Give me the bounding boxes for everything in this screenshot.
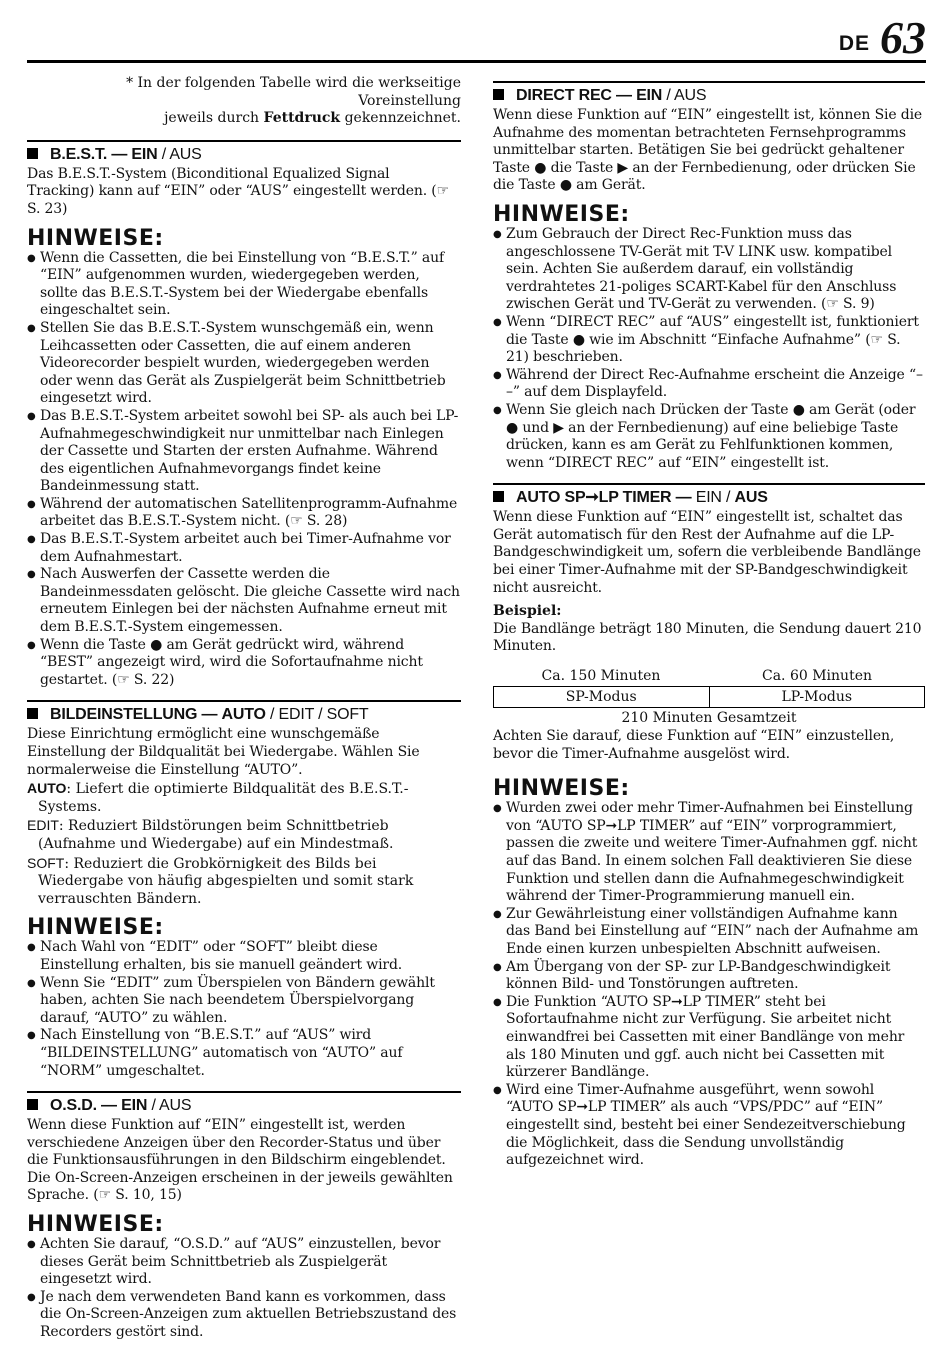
list-item: ● Wurden zwei oder mehr Timer-Aufnahmen bei Einstellung von “AUTO SP➞LP TIMER” auf “EIN” vorprogrammiert, passen die zweite und weitere Timer-Aufnahmen ggf. nicht auf das Band. In einem solchen Fall deaktivieren Sie diese Funktion und stellen dann die Aufnahmegeschwindigkeit während der Timer-Programmierung manuell ein. bbox=[493, 800, 925, 906]
section-best bbox=[27, 140, 461, 690]
list-item: ● Die Funktion “AUTO SP➞LP TIMER” steht bei Sofortaufnahme nicht zur Verfügung. Sie arbeitet nicht einwandfrei bei Cassetten mit einer Bandlänge von mehr als 180 Minuten und ggf. auch nicht bei Cassetten mit kürzerer Bandlänge. bbox=[493, 994, 925, 1082]
list-item: ● Während der automatischen Satellitenprogramm-Aufnahme arbeitet das B.E.S.T.-System nicht. (☞ S. 28) bbox=[27, 496, 461, 531]
square-bullet-icon bbox=[493, 89, 504, 100]
left-column bbox=[27, 75, 461, 1342]
section-title-direct-rec: DIRECT REC — EIN / AUS bbox=[493, 86, 925, 106]
list-item: ● Zum Gebrauch der Direct Rec-Funktion muss das angeschlossene TV-Gerät mit T-V LINK usw. kompatibel sein. Achten Sie außerdem darauf, ein vollständig verdrahtetes 21-poliges SCART-Kabel für den Anschluss zwischen Gerät und TV-Gerät zu verwenden. (☞ S. 9) bbox=[493, 226, 925, 314]
section-title-bildeinstellung: BILDEINSTELLUNG — AUTO / EDIT / SOFT bbox=[27, 705, 461, 725]
hinweise-heading: HINWEISE: bbox=[493, 776, 630, 802]
auto-after-text: Achten Sie darauf, diese Funktion auf “EIN” einzustellen, bevor die Timer-Aufnahme ausgelöst wird. bbox=[493, 728, 895, 762]
table-cell: SP-Modus bbox=[494, 687, 710, 707]
section-direct-rec bbox=[493, 81, 925, 472]
table-cell: LP-Modus bbox=[781, 689, 853, 706]
best-description: Das B.E.S.T.-System (Biconditional Equalized Signal Tracking) kann auf “EIN” oder “AUS” eingestellt werden. (☞ S. 23) bbox=[27, 165, 450, 217]
example-text: Die Bandlänge beträgt 180 Minuten, die Sendung dauert 210 Minuten. bbox=[493, 620, 922, 655]
list-item: ● Wenn “DIRECT REC” auf “AUS” eingestellt ist, funktioniert die Taste ● wie im Abschnitt “Einfache Aufnahme” (☞ S. 21) beschrieben. bbox=[493, 314, 925, 367]
table-cell: Ca. 60 Minuten bbox=[762, 668, 872, 685]
section-title-best: B.E.S.T. — EIN / AUS bbox=[27, 145, 461, 165]
osd-description: Wenn diese Funktion auf “EIN” eingestellt ist, werden verschiedene Anzeigen über den Recorder-Status und über die Funktionsausführungen in den Bildschirm eingeblendet. Die On-Screen-Anzeigen erscheinen in der jeweils gewählten Sprache. (☞ S. 10, 15) bbox=[27, 1117, 453, 1204]
square-bullet-icon bbox=[27, 1099, 38, 1110]
bild-description: Diese Einrichtung ermöglicht eine wunschgemäße Einstellung der Bildqualität bei Wiedergabe. Wählen Sie normalerweise die Einstellung “AUTO”. bbox=[27, 726, 420, 778]
intro-line-1: * In der folgenden Tabelle wird die werkseitige Voreinstellung bbox=[126, 75, 461, 109]
hinweise-heading: HINWEISE: bbox=[27, 915, 164, 941]
list-item: ● Wird eine Timer-Aufnahme ausgeführt, wenn sowohl “AUTO SP➞LP TIMER” als auch “VPS/PDC” auf “EIN” eingestellt sind, besteht bei einer Sendezeitverschiebung die Möglichkeit, dass die Sendung unvollständig aufgezeichnet wird. bbox=[493, 1082, 925, 1170]
intro-line-2-pre: jeweils durch bbox=[164, 110, 264, 127]
direct-notes bbox=[493, 226, 925, 472]
right-column bbox=[493, 81, 925, 1170]
list-item: ● Nach Auswerfen der Cassette werden die Bandeinmessdaten gelöscht. Die gleiche Cassette wird nach erneutem Einlegen bei der nächsten Aufnahme erneut mit dem B.E.S.T.-System eingemessen. bbox=[27, 566, 461, 636]
square-bullet-icon bbox=[493, 491, 504, 502]
example-heading: Beispiel: bbox=[493, 603, 562, 620]
hinweise-heading: HINWEISE: bbox=[27, 225, 164, 251]
intro-note bbox=[45, 75, 461, 128]
list-item: ● Achten Sie darauf, “O.S.D.” auf “AUS” einzustellen, bevor dieses Gerät beim Schnittbetrieb als Zuspielgerät eingesetzt wird. bbox=[27, 1236, 461, 1289]
list-item: ● Nach Einstellung von “B.E.S.T.” auf “AUS” wird “BILDEINSTELLUNG” automatisch von “AUTO” auf “NORM” umgeschaltet. bbox=[27, 1027, 461, 1080]
list-item: ● Wenn die Cassetten, die bei Einstellung von “B.E.S.T.” auf “EIN” aufgenommen wurden, wiedergegeben werden, sollte das B.E.S.T.-System bei der Wiedergabe ebenfalls eingeschaltet sein. bbox=[27, 250, 461, 320]
osd-notes bbox=[27, 1236, 461, 1342]
bild-notes bbox=[27, 939, 461, 1080]
table-row bbox=[493, 666, 925, 686]
table-row bbox=[493, 686, 925, 708]
list-item: ● Nach Wahl von “EDIT” oder “SOFT” bleibt diese Einstellung erhalten, bis sie manuell geändert wird. bbox=[27, 939, 461, 974]
list-item: ● Wenn die Taste ● am Gerät gedrückt wird, während “BEST” angezeigt wird, wird die Sofortaufnahme nicht gestartet. (☞ S. 22) bbox=[27, 637, 461, 690]
language-code: DE bbox=[838, 32, 870, 55]
option-soft: SOFT: Reduziert die Grobkörnigkeit des Bilds bei Wiedergabe von häufig abgespielten und somit stark verrauschten Bändern. bbox=[27, 854, 414, 907]
section-title-osd: O.S.D. — EIN / AUS bbox=[27, 1096, 461, 1116]
table-footer: 210 Minuten Gesamtzeit bbox=[621, 710, 797, 727]
page-header bbox=[27, 14, 926, 63]
section-auto-sp-lp bbox=[493, 483, 925, 1169]
section-osd bbox=[27, 1091, 461, 1342]
direct-description: Wenn diese Funktion auf “EIN” eingestellt ist, können Sie die Aufnahme des momentan betrachteten Fernsehprogramms unmittelbar starten. Betätigen Sie bei gedrückt gehaltener Taste ● die Taste ▶ an der Fernbedienung, oder drücken Sie die Taste ● am Gerät. bbox=[493, 107, 923, 194]
section-title-auto-sp-lp: AUTO SP➞LP TIMER — EIN / AUS bbox=[493, 488, 925, 508]
list-item: ● Am Übergang von der SP- zur LP-Bandgeschwindigkeit können Bild- und Tonstörungen auftreten. bbox=[493, 959, 925, 994]
list-item: ● Während der Direct Rec-Aufnahme erscheint die Anzeige “– –” auf dem Displayfeld. bbox=[493, 367, 925, 402]
auto-description: Wenn diese Funktion auf “EIN” eingestellt ist, schaltet das Gerät automatisch für den Rest der Aufnahme auf die LP-Bandgeschwindigkeit um, sofern die verbleibende Bandlänge bei einer Timer-Aufnahme mit der SP-Bandgeschwindigkeit nicht ausreicht. bbox=[493, 509, 921, 596]
list-item: ● Stellen Sie das B.E.S.T.-System wunschgemäß ein, wenn Leihcassetten oder Cassetten, die auf einem anderen Videorecorder bespielt wurden, wiedergegeben werden oder wenn das Gerät als Zuspielgerät beim Schnittbetrieb eingesetzt wird. bbox=[27, 320, 461, 408]
tape-length-table bbox=[493, 666, 925, 728]
hinweise-heading: HINWEISE: bbox=[27, 1212, 164, 1238]
list-item: ● Das B.E.S.T.-System arbeitet auch bei Timer-Aufnahme vor dem Aufnahmestart. bbox=[27, 531, 461, 566]
section-bildeinstellung bbox=[27, 700, 461, 1080]
list-item: ● Zur Gewährleistung einer vollständigen Aufnahme kann das Band bei Einstellung auf “EIN” nach der Aufnahme am Ende einen kurzen unbespielten Abschnitt aufweisen. bbox=[493, 906, 925, 959]
page-number: 63 bbox=[880, 12, 926, 63]
list-item: ● Wenn Sie gleich nach Drücken der Taste ● am Gerät (oder ● und ▶ an der Fernbedienung) auf eine beliebige Taste drücken, kann es am Gerät zu Fehlfunktionen kommen, wenn “DIRECT REC” auf “EIN” eingestellt ist. bbox=[493, 402, 925, 472]
list-item: ● Wenn Sie “EDIT” zum Überspielen von Bändern gewählt haben, achten Sie nach beendetem Überspielvorgang darauf, “AUTO” zu wählen. bbox=[27, 975, 461, 1028]
auto-notes bbox=[493, 800, 925, 1169]
list-item: ● Je nach dem verwendeten Band kann es vorkommen, dass die On-Screen-Anzeigen zum aktuellen Betriebszustand des Recorders gestört sind. bbox=[27, 1289, 461, 1342]
list-item: ● Das B.E.S.T.-System arbeitet sowohl bei SP- als auch bei LP-Aufnahmegeschwindigkeit nur unmittelbar nach Einlegen der Cassette und Starten der ersten Aufnahme. Während des eigentlichen Aufnahmevorgangs findet keine Bandeinmessung statt. bbox=[27, 408, 461, 496]
option-edit: EDIT: Reduziert Bildstörungen beim Schnittbetrieb (Aufnahme und Wiedergabe) auf ein Mindestmaß. bbox=[27, 817, 394, 852]
hinweise-heading: HINWEISE: bbox=[493, 201, 630, 227]
table-cell: Ca. 150 Minuten bbox=[541, 668, 661, 685]
intro-line-2-post: gekennzeichnet. bbox=[340, 110, 461, 127]
square-bullet-icon bbox=[27, 148, 38, 159]
option-auto: AUTO: Liefert die optimierte Bildqualität des B.E.S.T.-Systems. bbox=[27, 780, 409, 815]
square-bullet-icon bbox=[27, 708, 38, 719]
best-notes bbox=[27, 250, 461, 690]
intro-bold: Fettdruck bbox=[263, 110, 341, 127]
